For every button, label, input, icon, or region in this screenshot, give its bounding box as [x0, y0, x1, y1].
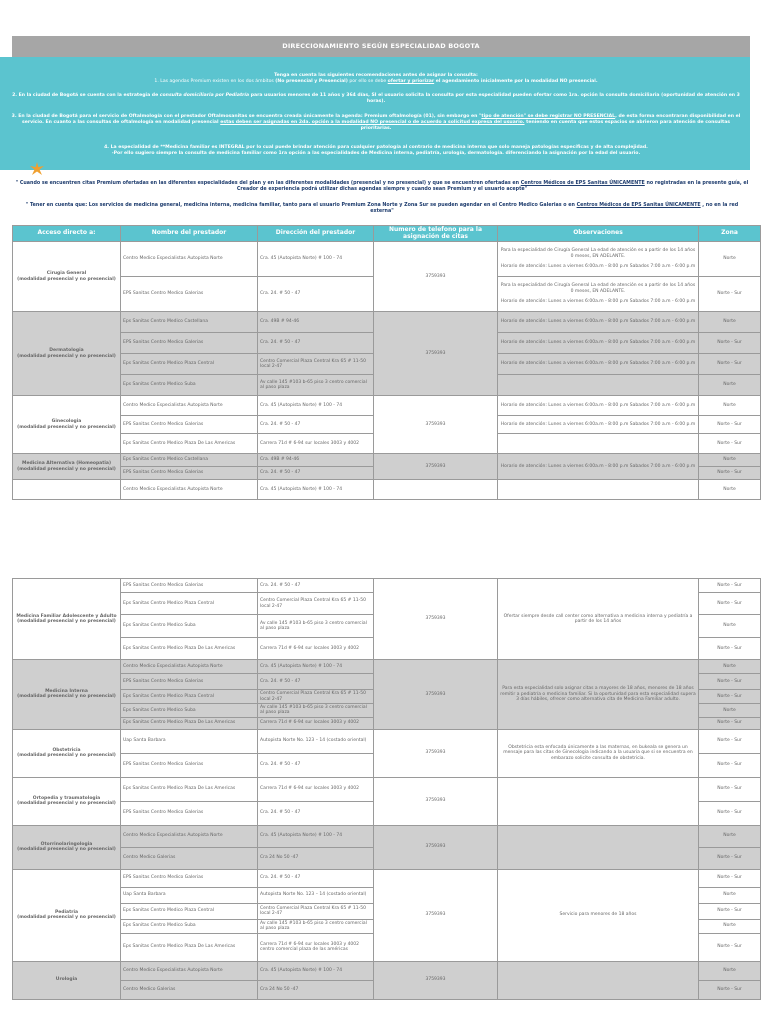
observation: Horario de atención: Lunes a viernes 6:00a.m - 8:00 p.m Sabados 7:00 a.m - 6:00 p.m: [498, 354, 699, 375]
provider-address: Av calle 145 #103 b-65 piso 3 centro comercial al paso plaza: [258, 375, 374, 396]
phone-number: 3759393: [374, 777, 498, 825]
col-header-zona: Zona: [699, 226, 761, 242]
provider-address: Cra. 24. # 50 - 47: [258, 467, 374, 480]
specialty-cirugia-general: Cirugia General (modalidad presencial y no presencial): [13, 242, 121, 312]
provider-address: Cra. 45 (Autopista Norte) # 100 - 74: [258, 242, 374, 277]
zone: Norte: [699, 396, 761, 416]
provider-name: Centro Medico Especialistas Autopista Norte: [121, 660, 258, 674]
phone-number: 3759393: [374, 579, 498, 660]
provider-address: Cra 24 No 50 -47: [258, 980, 374, 999]
zone: Norte - Sur: [699, 579, 761, 593]
zone: Norte: [699, 242, 761, 277]
zone: Norte: [699, 919, 761, 933]
provider-name: Centro Medico Especialistas Autopista Norte: [121, 961, 258, 980]
provider-name: Eps Sanitas Centro Medico Plaza Central: [121, 903, 258, 919]
specialty-medicina-interna: Medicina Interna (modalidad presencial y no presencial): [13, 660, 121, 730]
provider-address: Centro Comercial Plaza Central Kra 65 # 11-50 local 2-47: [258, 690, 374, 704]
zone: Norte: [699, 660, 761, 674]
zone: Norte - Sur: [699, 277, 761, 312]
zone: Norte - Sur: [699, 980, 761, 999]
col-header-acceso: Acceso directo a:: [13, 226, 121, 242]
provider-address: Cra. 24. # 50 - 47: [258, 277, 374, 312]
rule-3: 3. En la ciudad de Bogotá para el servicio de Oftalmología con el prestador Oftalmosanitas se encuentra creada únicamente la agenda: Premium oftalmología (01), sin embargo en "tipo de atención" se debe registrar NO PRESENCIAL, de esta forma encontraran disponibilidad en el servicio. En cuanto a las consultas de oftalmología en modalidad presencial estas deben ser asignadas en 2da. opción a la modalidad NO presencial o de acuerdo a solicitud expresa del usuario. teniendo en cuenta que estos espacios se abrieron para atención de consultas prioritarias.: [11, 114, 741, 132]
zone: Norte - Sur: [699, 753, 761, 777]
provider-address: Av calle 145 #103 b-65 piso 3 centro comercial al paso plaza: [258, 919, 374, 933]
specialty-ginecologia: Ginecologia (modalidad presencial y no presencial): [13, 396, 121, 454]
zone: Norte: [699, 480, 761, 500]
phone-number: 3759393: [374, 729, 498, 777]
zone: Norte - Sur: [699, 333, 761, 354]
provider-address: Cra. 49B # 94-46: [258, 454, 374, 467]
phone-number: 3759393: [374, 869, 498, 961]
provider-name: Uap Santa Barbara: [121, 729, 258, 753]
specialty-empty: [13, 480, 121, 500]
provider-name: Eps Sanitas Centro Medico Plaza Central: [121, 690, 258, 704]
zone: Norte - Sur: [699, 777, 761, 801]
provider-address: Carrera 71d # 6-94 sur locales 3003 y 4002: [258, 717, 374, 729]
zone: Norte - Sur: [699, 869, 761, 887]
zone: Norte - Sur: [699, 638, 761, 660]
provider-name: EPS Sanitas Centro Medico Galerias: [121, 416, 258, 434]
zone: Norte - Sur: [699, 674, 761, 690]
provider-address: Cra. 45 (Autopista Norte) # 100 - 74: [258, 825, 374, 847]
provider-name: Eps Sanitas Centro Medico Plaza De Las Americas: [121, 434, 258, 454]
phone-number: 3759393: [374, 312, 498, 396]
specialty-otorrinolaringologia: Otorrinolaringologia (modalidad presencial y no presencial): [13, 825, 121, 869]
observation: Horario de atención: Lunes a viernes 6:00a.m - 8:00 p.m Sabados 7:00 a.m - 6:00 p.m: [498, 416, 699, 434]
col-header-direccion: Dirección del prestador: [258, 226, 374, 242]
observation: Horario de atención: Lunes a viernes 6:00a.m - 8:00 p.m Sabados 7:00 a.m - 6:00 p.m: [498, 396, 699, 416]
observation-empty: [498, 825, 699, 869]
observation-empty: [498, 480, 699, 500]
provider-address: Cra. 45 (Autopista Norte) # 100 - 74: [258, 396, 374, 416]
provider-address: Cra 24 No 50 -47: [258, 847, 374, 869]
provider-address: Carrera 71d # 6-94 sur locales 3003 y 4002 centro comercial plaza de las américas: [258, 933, 374, 961]
zone: Norte - Sur: [699, 717, 761, 729]
provider-address: Av calle 145 #103 b-65 piso 3 centro comercial al paso plaza: [258, 615, 374, 638]
provider-name: EPS Sanitas Centro Medico Galerias: [121, 801, 258, 825]
provider-address: Carrera 71d # 6-94 sur locales 3003 y 4002: [258, 434, 374, 454]
provider-name: Centro Medico Especialistas Autopista Norte: [121, 396, 258, 416]
provider-name: Eps Sanitas Centro Medico Plaza Central: [121, 593, 258, 615]
phone-number: 3759393: [374, 825, 498, 869]
provider-name: Eps Sanitas Centro Medico Plaza De Las Americas: [121, 638, 258, 660]
zone: Norte - Sur: [699, 467, 761, 480]
zone: Norte: [699, 375, 761, 396]
provider-address: Carrera 71d # 6-94 sur locales 3003 y 4002: [258, 638, 374, 660]
observation: Horario de atención: Lunes a viernes 6:00a.m - 8:00 p.m Sabados 7:00 a.m - 6:00 p.m: [498, 454, 699, 480]
provider-name: Uap Santa Barbara: [121, 887, 258, 903]
observation: Ofertar siempre desde call center como alternativa a medicina interna y pediatría a partir de los 14 años: [498, 579, 699, 660]
provider-name: Eps Sanitas Centro Medico Plaza De Las Americas: [121, 777, 258, 801]
observation: Obstetricia esta enfocada únicamente a las maternas, en bukeala se genera un mensaje para las citas de Ginecologia indicando a la usuaria que si se encuentra en embarazo solicite consulta de obstetricia.: [498, 729, 699, 777]
provider-name: Centro Medico Especialistas Autopista Norte: [121, 242, 258, 277]
observation-empty: [498, 777, 699, 825]
observation: Horario de atención: Lunes a viernes 6:00a.m - 8:00 p.m Sabados 7:00 a.m - 6:00 p.m: [498, 312, 699, 333]
provider-address: Autopista Norte No. 123 – 14 (costado oriental): [258, 887, 374, 903]
specialty-dermatologia: Dermatologia (modalidad presencial y no presencial): [13, 312, 121, 396]
phone-number: 3759393: [374, 454, 498, 480]
provider-name: Eps Sanitas Centro Medico Suba: [121, 919, 258, 933]
provider-name: Eps Sanitas Centro Medico Plaza Central: [121, 354, 258, 375]
provider-name: Centro Medico Galerias: [121, 847, 258, 869]
phone-number: 3759393: [374, 242, 498, 312]
provider-name: Eps Sanitas Centro Medico Plaza De Las Americas: [121, 933, 258, 961]
provider-name: EPS Sanitas Centro Medico Galerias: [121, 467, 258, 480]
observation-empty: [498, 434, 699, 454]
provider-name: EPS Sanitas Centro Medico Galerias: [121, 277, 258, 312]
zone: Norte - Sur: [699, 593, 761, 615]
zone: Norte: [699, 312, 761, 333]
observation: Servicio para menores de 18 años: [498, 869, 699, 961]
zone: Norte - Sur: [699, 847, 761, 869]
provider-address: Cra. 24. # 50 - 47: [258, 869, 374, 887]
zone: Norte - Sur: [699, 933, 761, 961]
observation: Para esta especialidad solo asignar citas a mayores de 18 años, menores de 18 años remitir a pediatría o medicina familiar. Si la oportunidad para esta especialidad supera 3 días hábiles, ofrecer como alternativa cita de Medicina Familiar adulto.: [498, 660, 699, 730]
zone: Norte - Sur: [699, 801, 761, 825]
provider-address: Centro Comercial Plaza Central Kra 65 # 11-50 local 2-47: [258, 593, 374, 615]
specialty-table-part-2: [12, 578, 761, 1000]
intro-text: Tenga en cuenta las siguientes recomendaciones antes de asignar la consulta:: [274, 73, 478, 78]
observation-empty: [498, 961, 699, 999]
recommendations-box: [0, 57, 750, 170]
rule-1: 1. Las agendas Premium existen en los dos ámbitos (No presencial y Presencial) por ello se debe ofertar y priorizar el agendamiento inicialmente por la modalidad NO presencial.: [154, 79, 598, 84]
provider-address: Cra. 45 (Autopista Norte) # 100 - 74: [258, 961, 374, 980]
phone-number: 3759393: [374, 396, 498, 454]
provider-address: Cra. 24. # 50 - 47: [258, 333, 374, 354]
zone: Norte - Sur: [699, 690, 761, 704]
observation-empty: [498, 375, 699, 396]
zone: Norte: [699, 454, 761, 467]
provider-address: Cra. 24. # 50 - 47: [258, 416, 374, 434]
zone: Norte: [699, 825, 761, 847]
provider-name: EPS Sanitas Centro Medico Galerias: [121, 579, 258, 593]
provider-name: EPS Sanitas Centro Medico Galerias: [121, 674, 258, 690]
provider-name: Centro Medico Especialistas Autopista Norte: [121, 480, 258, 500]
specialty-obstetricia: Obstetricia (modalidad presencial y no presencial): [13, 729, 121, 777]
provider-address: Cra. 45 (Autopista Norte) # 100 - 74: [258, 660, 374, 674]
specialty-urologia: Urologia: [13, 961, 121, 999]
zone: Norte: [699, 615, 761, 638]
specialty-pediatria: Pediatria (modalidad presencial y no presencial): [13, 869, 121, 961]
observation: Horario de atención: Lunes a viernes 6:00a.m - 8:00 p.m Sabados 7:00 a.m - 6:00 p.m: [498, 333, 699, 354]
rule-5: -Por ello sugiero siempre la consulta de medicina familiar como 1ra opción a las especialidades de Medicina interna, pediatría, urología, dermatología. diferenciando la asignación por la edad del usuario.: [111, 151, 641, 156]
zone: Norte: [699, 961, 761, 980]
specialty-medicina-alternativa: Medicina Alternativa (Homeopatia) (modalidad presencial y no presencial): [13, 454, 121, 480]
starburst-icon: [30, 162, 44, 176]
provider-address: Cra. 24. # 50 - 47: [258, 674, 374, 690]
provider-name: Eps Sanitas Centro Medico Plaza De Las Americas: [121, 717, 258, 729]
col-header-prestador: Nombre del prestador: [121, 226, 258, 242]
provider-address: Carrera 71d # 6-94 sur locales 3003 y 4002: [258, 777, 374, 801]
phone-number: 3759393: [374, 961, 498, 999]
specialty-ortopedia: Ortopedia y traumatologia (modalidad presencial y no presencial): [13, 777, 121, 825]
phone-number: 3759393: [374, 660, 498, 730]
provider-address: Cra. 24. # 50 - 47: [258, 579, 374, 593]
provider-address: Centro Comercial Plaza Central Kra 65 # 11-50 local 2-47: [258, 354, 374, 375]
zone: Norte: [699, 887, 761, 903]
provider-address: Cra. 49B # 94-46: [258, 312, 374, 333]
rule-2: 2. En la ciudad de Bogotá se cuenta con la estrategia de consulta domiciliaria por Pediatría para usuarios menores de 11 años y 364 días, SI el usuario solicita la consulta por esta especialidad pueden ofertar como 1ra. opción la consulta domiciliaria (oportunidad de atención en 3 horas).: [12, 93, 740, 105]
specialty-table-part-1: [12, 225, 761, 500]
provider-name: Eps Sanitas Centro Medico Suba: [121, 615, 258, 638]
provider-address: Cra. 24. # 50 - 47: [258, 753, 374, 777]
rule-4: 4. La especialidad de **Medicina familiar es INTEGRAL por lo cual puede brindar atención para cualquier patología al contrario de medicina interna que solo maneja patologías específicas y de alta complejidad.: [104, 145, 648, 150]
provider-name: Centro Medico Galerias: [121, 980, 258, 999]
provider-address: Autopista Norte No. 123 – 14 (costado oriental): [258, 729, 374, 753]
provider-name: EPS Sanitas Centro Medico Galerias: [121, 869, 258, 887]
phone-empty: [374, 480, 498, 500]
provider-address: Cra. 24. # 50 - 47: [258, 801, 374, 825]
col-header-observaciones: Observaciones: [498, 226, 699, 242]
zone: Norte - Sur: [699, 434, 761, 454]
page-title: DIRECCIONAMIENTO SEGÚN ESPECIALIDAD BOGOTA: [12, 36, 750, 57]
provider-name: Eps Sanitas Centro Medico Suba: [121, 704, 258, 718]
provider-name: EPS Sanitas Centro Medico Galerias: [121, 333, 258, 354]
provider-name: Centro Medico Especialistas Autopista Norte: [121, 825, 258, 847]
note-services: " Tener en cuenta que: Los servicios de medicina general, medicina interna, medicina familiar, tanto para el usuario Premium Zona Norte y Zona Sur se pueden agendar en el Centro Medico Galerias o en Centros Médicos de EPS Sanitas ÚNICAMENTE , no en la red externa": [25, 203, 739, 215]
zone: Norte: [699, 704, 761, 718]
provider-name: Eps Sanitas Centro Medico Suba: [121, 375, 258, 396]
observation: Para la especialidad de Cirugía General La edad de atención es a partir de los 14 años 0 meses, EN ADELANTE. Horario de atención: Lunes a viernes 6:00a.m - 8:00 p.m Sabados 7:00 a.m - 6:00 p.m: [498, 277, 699, 312]
provider-address: Centro Comercial Plaza Central Kra 65 # 11-50 local 2-47: [258, 903, 374, 919]
provider-name: EPS Sanitas Centro Medico Galerias: [121, 753, 258, 777]
observation: Para la especialidad de Cirugía General La edad de atención es a partir de los 14 años 0 meses, EN ADELANTE. Horario de atención: Lunes a viernes 6:00a.m - 8:00 p.m Sabados 7:00 a.m - 6:00 p.m: [498, 242, 699, 277]
provider-address: Av calle 145 #103 b-65 piso 3 centro comercial al paso plaza: [258, 704, 374, 718]
specialty-medicina-familiar: Medicina Familiar Adolescente y Adulto (modalidad presencial y no presencial): [13, 579, 121, 660]
provider-address: Cra. 45 (Autopista Norte) # 100 - 74: [258, 480, 374, 500]
provider-name: Eps Sanitas Centro Medico Castellana: [121, 454, 258, 467]
provider-name: Eps Sanitas Centro Medico Castellana: [121, 312, 258, 333]
zone: Norte - Sur: [699, 903, 761, 919]
zone: Norte - Sur: [699, 416, 761, 434]
zone: Norte - Sur: [699, 729, 761, 753]
note-premium: " Cuando se encuentren citas Premium ofertadas en las diferentes especialidades del plan y en las diferentes modalidades (presencial y no presencial) y que se encuentren ofertadas en Centros Médicos de EPS Sanitas ÚNICAMENTE no registradas en la presente guía, el Creador de experiencia podrá utilizar dichas agendas siempre y cuando sean Premium y el usuario acepte": [15, 181, 749, 193]
col-header-telefono: Numero de telefono para la asignación de citas: [374, 226, 498, 242]
zone: Norte - Sur: [699, 354, 761, 375]
